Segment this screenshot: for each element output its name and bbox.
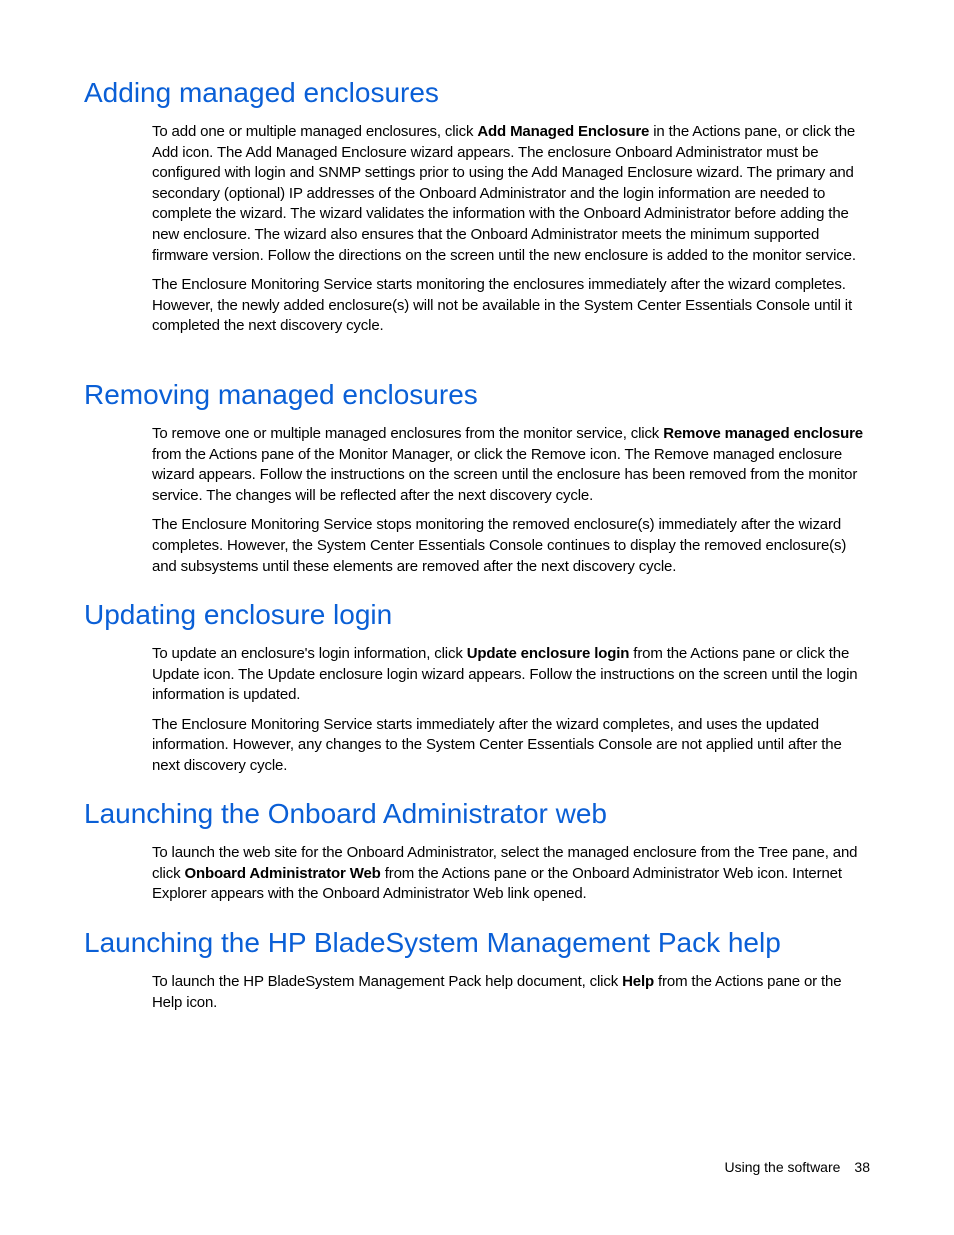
heading-removing-managed-enclosures: Removing managed enclosures (84, 379, 478, 410)
bold-term: Remove managed enclosure (663, 425, 863, 442)
text-run: To add one or multiple managed enclosures, click (152, 123, 478, 140)
text-run: from the Actions pane of the Monitor Manager, or click the Remove icon. The Remove managed enclosure wizard appears. Follow the instructions on the screen until the enclosure has been removed from the monitor service. The changes will be reflected after the next discovery cycle. (152, 445, 858, 504)
paragraph: The Enclosure Monitoring Service stops monitoring the removed enclosure(s) immediately after the wizard completes. However, the System Center Essentials Console continues to display the removed enclosure(s) and subsystems until these elements are removed after the next discovery cycle. (152, 516, 847, 575)
section-removing-managed-enclosures (84, 378, 874, 586)
section-launching-onboard-administrator-web (84, 797, 874, 914)
section-launching-management-pack-help (84, 926, 874, 1022)
bold-term: Add Managed Enclosure (477, 123, 650, 140)
paragraph (152, 424, 870, 506)
section-body (152, 644, 870, 777)
section-updating-enclosure-login (84, 598, 874, 786)
heading-launching-management-pack-help: Launching the HP BladeSystem Management Pack help (84, 927, 781, 958)
page-number: 38 (854, 1159, 870, 1175)
bold-term: Onboard Administrator Web (184, 864, 381, 882)
footer-chapter-title: Using the software (724, 1159, 841, 1175)
paragraph (152, 644, 870, 706)
text-run: from the Actions pane or click the Update icon. The Update enclosure login wizard appears. Follow the instructions on the screen until the login information is updated. (152, 645, 858, 704)
section-body (152, 424, 870, 577)
paragraph (152, 843, 870, 905)
section-adding-managed-enclosures (84, 76, 874, 346)
bold-term: Update enclosure login (466, 645, 630, 662)
section-body (152, 972, 870, 1013)
bold-term: Help (622, 973, 654, 990)
text-run: in the Actions pane, or click the Add icon. The Add Managed Enclosure wizard appears. The enclosure Onboard Administrator must be configured with login and SNMP settings prior to using the Add Managed Enclosure wizard. The primary and secondary (optional) IP addresses of the Onboard Administrator and the login information are needed to complete the wizard. The wizard validates the information with the Onboard Administrator before adding the new enclosure. The wizard also ensures that the Onboard Administrator meets the minimum supported firmware version. Follow the directions on the screen until the new enclosure is added to the monitor service. (152, 123, 856, 264)
section-body (152, 122, 870, 337)
text-run: from the Actions pane or the Onboard Administrator Web icon. Internet Explorer appears with the Onboard Administrator Web link opened. (152, 864, 842, 903)
paragraph: The Enclosure Monitoring Service starts monitoring the enclosures immediately after the wizard completes. However, the newly added enclosure(s) will not be available in the System Center Essentials Console until it completed the next discovery cycle. (152, 276, 852, 335)
paragraph (152, 972, 870, 1013)
text-run: To launch the web site for the Onboard Administrator, select the managed enclosure from the Tree pane, and click (152, 844, 858, 882)
paragraph: The Enclosure Monitoring Service starts immediately after the wizard completes, and uses the updated information. However, any changes to the System Center Essentials Console are not applied until after the next discovery cycle. (152, 715, 842, 774)
heading-adding-managed-enclosures: Adding managed enclosures (84, 77, 439, 108)
text-run: To update an enclosure's login information, click (152, 645, 467, 662)
text-run: To remove one or multiple managed enclosures from the monitor service, click (152, 425, 664, 442)
heading-launching-onboard-administrator-web: Launching the Onboard Administrator web (84, 798, 607, 829)
paragraph (152, 122, 870, 266)
section-body (152, 843, 870, 905)
page-footer (724, 1158, 870, 1176)
text-run: from the Actions pane or the Help icon. (152, 973, 842, 1011)
heading-updating-enclosure-login: Updating enclosure login (84, 599, 393, 630)
text-run: To launch the HP BladeSystem Management Pack help document, click (152, 973, 623, 990)
